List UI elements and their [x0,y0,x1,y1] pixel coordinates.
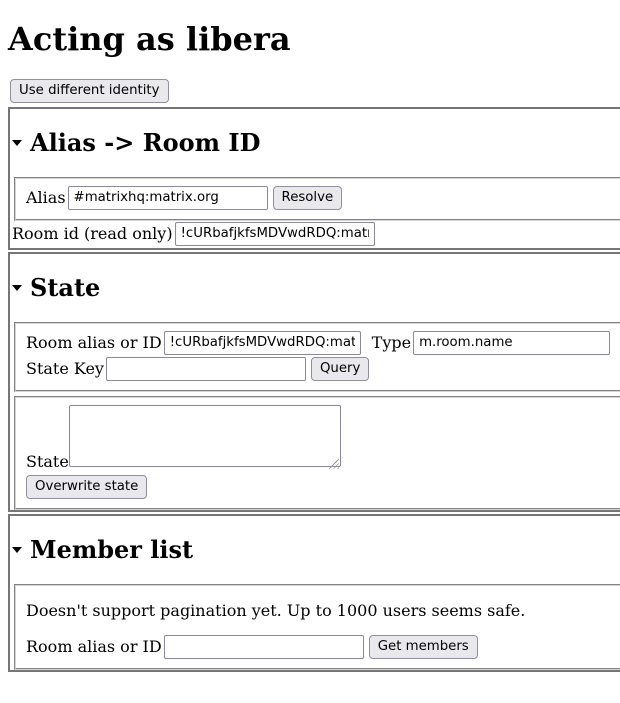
state-key-input[interactable] [106,357,306,381]
details-marker-icon [12,547,22,553]
state-query-fieldset [14,322,620,392]
member-room-row [26,635,610,659]
state-key-row [26,357,610,381]
state-section-heading: State [30,272,101,302]
alias-fieldset [14,177,620,221]
get-members-button[interactable]: Get members [369,635,478,659]
alias-input[interactable] [68,186,268,210]
state-type-label: Type [371,333,412,353]
room-id-label: Room id (read only) [12,224,173,244]
state-edit-fieldset [14,396,620,510]
state-section-summary[interactable] [10,254,620,322]
member-fieldset [14,584,620,670]
member-section-summary[interactable] [10,516,620,584]
query-button[interactable]: Query [311,357,369,381]
details-marker-icon [12,285,22,291]
room-id-readonly-input[interactable] [175,222,375,246]
pagination-note: Doesn't support pagination yet. Up to 1000 users seems safe. [26,600,526,620]
section-alias-room-id [8,107,620,250]
alias-row [26,186,610,210]
state-textarea[interactable] [69,405,341,467]
member-room-input[interactable] [164,635,364,659]
overwrite-button-row [26,475,610,499]
alias-section-summary[interactable] [10,109,620,177]
use-different-identity-button[interactable]: Use different identity [10,79,169,103]
section-member-list [8,514,620,672]
page-title: Acting as libera [8,20,291,58]
state-room-row [26,331,610,355]
alias-section-heading: Alias -> Room ID [30,127,261,157]
room-id-row [12,222,620,248]
member-room-label: Room alias or ID [26,637,162,657]
details-marker-icon [12,140,22,146]
identity-button-row [10,79,620,103]
state-textarea-row [26,405,610,471]
member-section-heading: Member list [30,534,194,564]
state-type-input[interactable] [413,331,610,355]
alias-label: Alias [26,188,66,208]
state-room-label: Room alias or ID [26,333,162,353]
section-state [8,252,620,512]
overwrite-state-button[interactable]: Overwrite state [26,475,147,499]
state-room-input[interactable] [164,331,361,355]
resolve-button[interactable]: Resolve [273,186,343,210]
state-label: State [26,451,69,471]
state-key-label: State Key [26,359,104,379]
